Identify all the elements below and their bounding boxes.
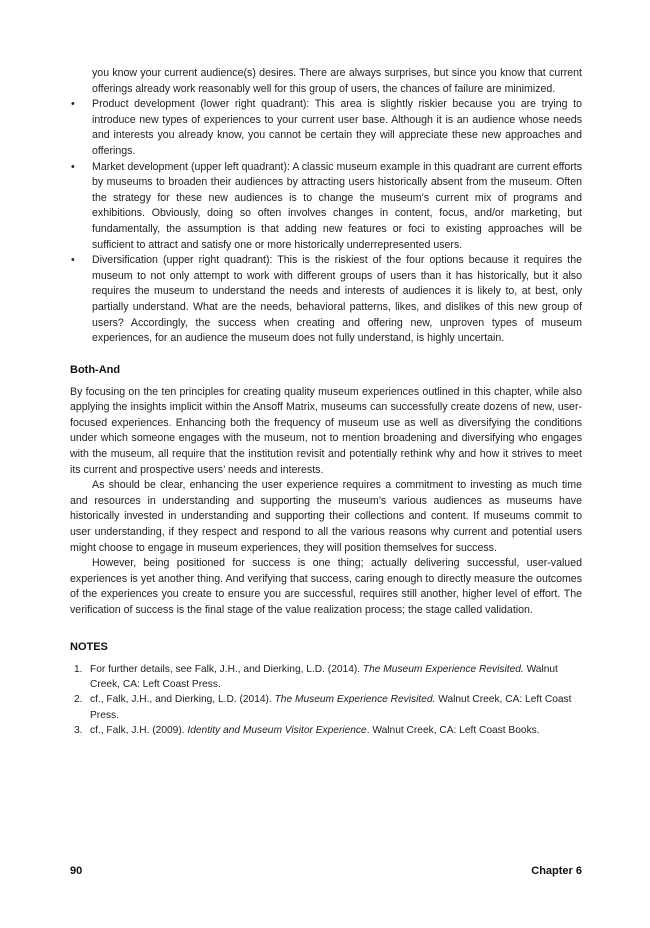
note-text: Walnut Creek, CA: Left Coast Press. <box>90 694 572 721</box>
bullet-marker: • <box>71 254 75 267</box>
section-heading: Both-And <box>70 363 121 376</box>
note-book-title: The Museum Experience Revisited. <box>362 663 524 675</box>
body-paragraph: However, being positioned for success is one thing; actually delivering successful, user-valued experiences is yet another thing. And verifying that success, caring enough to directly measure the outcomes of the experiences you create to ensure you are successful, requires still another, higher level of effort. The verification of success is the final stage of the value realization process; the stage called validation. <box>70 557 582 616</box>
chapter-label: Chapter 6 <box>531 865 582 877</box>
bullet-market-development <box>70 160 582 254</box>
bullet-product-development <box>70 97 582 159</box>
bullet-marker: • <box>71 98 75 111</box>
page-body <box>70 66 582 739</box>
note-number: 1. <box>74 663 83 675</box>
bullet-text: Market development (upper left quadrant): A classic museum example in this quadrant are current efforts by museums to broaden their audiences by attracting users historically absent from the museum. Often the strategy for these new audiences is to change the museum’s current mix of programs and exhibitions. Obviously, doing so often involves changes in content, focus, and/or marketing, but fundamentally, the assumption is that adding new features or foci to existing approaches will be sufficient to attract and satisfy one or more historically underrepresented users. <box>92 160 582 251</box>
bullet-text: Diversification (upper right quadrant): This is the riskiest of the four options because it requires the museum to not only attempt to work with different groups of users than it has historically, but it also requires the museum to understand the needs and interests of audiences it is likely to, at best, only partially understand. What are the needs, behavioral patterns, likes, and dislikes of this new group of users? Accordingly, the success when creating and offering new, unproven types of museum experiences, for an audience the museum does not fully understand, is highly uncertain. <box>92 254 582 345</box>
notes-heading: NOTES <box>70 640 108 653</box>
note-number: 3. <box>74 725 83 737</box>
bullet-text: Product development (lower right quadrant): This area is slightly riskier because you are trying to introduce new types of experiences to your current user base. Although it is an audience whose needs and interests you already know, you cannot be certain they will appreciate these new approaches and offerings. <box>92 98 582 157</box>
body-paragraph: By focusing on the ten principles for creating quality museum experiences outlined in this chapter, while also applying the insights implicit within the Ansoff Matrix, museums can successfully create dozens of new, user-focused experiences. Enhancing both the frequency of museum use as well as diversifying the conditions under which someone engages with the museum, not to mention broadening and diversifying who engages with the museum, all require that the institution revisit and potentially rethink why and how it strives to meet its current and prospective users’ needs and interests. <box>70 385 582 476</box>
note-item <box>70 723 582 738</box>
continuation-paragraph: you know your current audience(s) desires. There are always surprises, but since you know that current offerings already work reasonably well for this group of users, the chances of failure are minimized. <box>92 67 582 95</box>
note-text: For further details, see Falk, J.H., and Dierking, L.D. (2014). <box>90 663 363 675</box>
note-text: . Walnut Creek, CA: Left Coast Books. <box>366 725 540 737</box>
note-number: 2. <box>74 694 83 706</box>
note-item <box>70 662 582 693</box>
bullet-diversification <box>70 253 582 347</box>
quadrant-bullet-list <box>70 97 582 347</box>
note-book-title: The Museum Experience Revisited. <box>274 694 436 706</box>
body-paragraph: As should be clear, enhancing the user experience requires a commitment to investing as much time and resources in understanding and supporting the museum’s various audiences as museums have historically invested in understanding and supporting their collections and content. If museums commit to user understanding, if they respect and respond to all the various reasons why current and potential users might choose to engage in museum experiences, they will position themselves for success. <box>70 479 582 554</box>
bullet-marker: • <box>71 160 75 173</box>
page-number: 90 <box>70 865 83 877</box>
notes-list <box>70 662 582 739</box>
note-text: cf., Falk, J.H., and Dierking, L.D. (2014). <box>90 694 275 706</box>
note-text: cf., Falk, J.H. (2009). <box>90 725 188 737</box>
note-item <box>70 692 582 723</box>
note-text: Walnut Creek, CA: Left Coast Press. <box>90 663 558 690</box>
note-book-title: Identity and Museum Visitor Experience <box>187 725 367 737</box>
